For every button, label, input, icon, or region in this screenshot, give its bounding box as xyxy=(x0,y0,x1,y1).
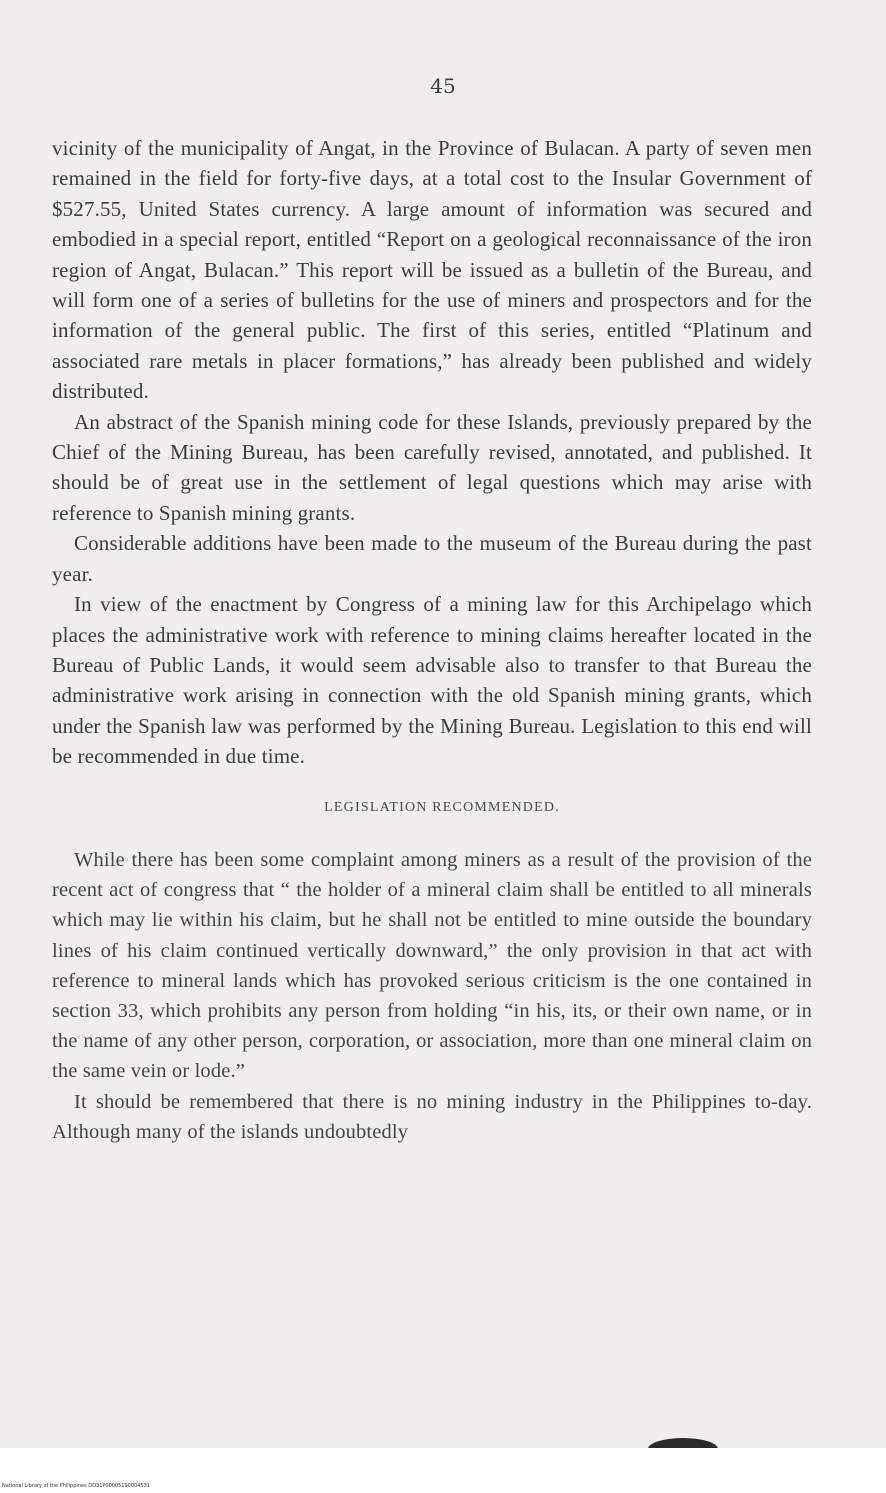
section-heading: LEGISLATION RECOMMENDED. xyxy=(324,799,560,815)
page-body xyxy=(52,133,812,1147)
paragraph-4: In view of the enactment by Congress of a mining law for this Archipelago which places the administrative work with reference to mining claims hereafter located in the Bureau of Public Lands, it would seem advisable also to transfer to that Bureau the administrative work arising in connection with the old Spanish mining grants, which under the Spanish law was performed by the Mining Bureau. Legislation to this end will be recommended in due time. xyxy=(52,592,812,769)
paragraph-3: Considerable additions have been made to the museum of the Bureau during the past year. xyxy=(52,531,812,586)
page-number: 45 xyxy=(430,74,456,98)
scan-footer: National Library of the Philippines DO31P00005190004531 xyxy=(2,1483,150,1489)
paragraph-2: An abstract of the Spanish mining code for these Islands, previously prepared by the Chief of the Mining Bureau, has been carefully revised, annotated, and published. It should be of great use in the settlement of legal questions which may arise with reference to Spanish mining grants. xyxy=(52,409,812,525)
paragraph-6: It should be remembered that there is no mining industry in the Philippines to-day. Although many of the islands undoubtedly xyxy=(52,1090,812,1143)
scan-smudge xyxy=(648,1438,718,1448)
paragraph-1: vicinity of the municipality of Angat, in the Province of Bulacan. A party of seven men remained in the field for forty-five days, at a total cost to the Insular Government of $527.55, United States currency. A large amount of information was secured and embodied in a special report, entitled “Report on a geological reconnaissance of the iron region of Angat, Bulacan.” This report will be issued as a bulletin of the Bureau, and will form one of a series of bulletins for the use of miners and prospectors and for the information of the general public. The first of this series, entitled “Platinum and associated rare metals in placer formations,” has already been published and widely distributed. xyxy=(52,136,812,404)
paragraph-5: While there has been some complaint among miners as a result of the provision of the recent act of congress that “ the holder of a mineral claim shall be entitled to all minerals which may lie within his claim, but he shall not be entitled to mine outside the boundary lines of his claim continued vertically downward,” the only provision in that act with reference to mineral lands which has provoked serious criticism is the one contained in section 33, which prohibits any person from holding “in his, its, or their own name, or in the name of any other person, corporation, or association, more than one mineral claim on the same vein or lode.” xyxy=(52,848,812,1083)
